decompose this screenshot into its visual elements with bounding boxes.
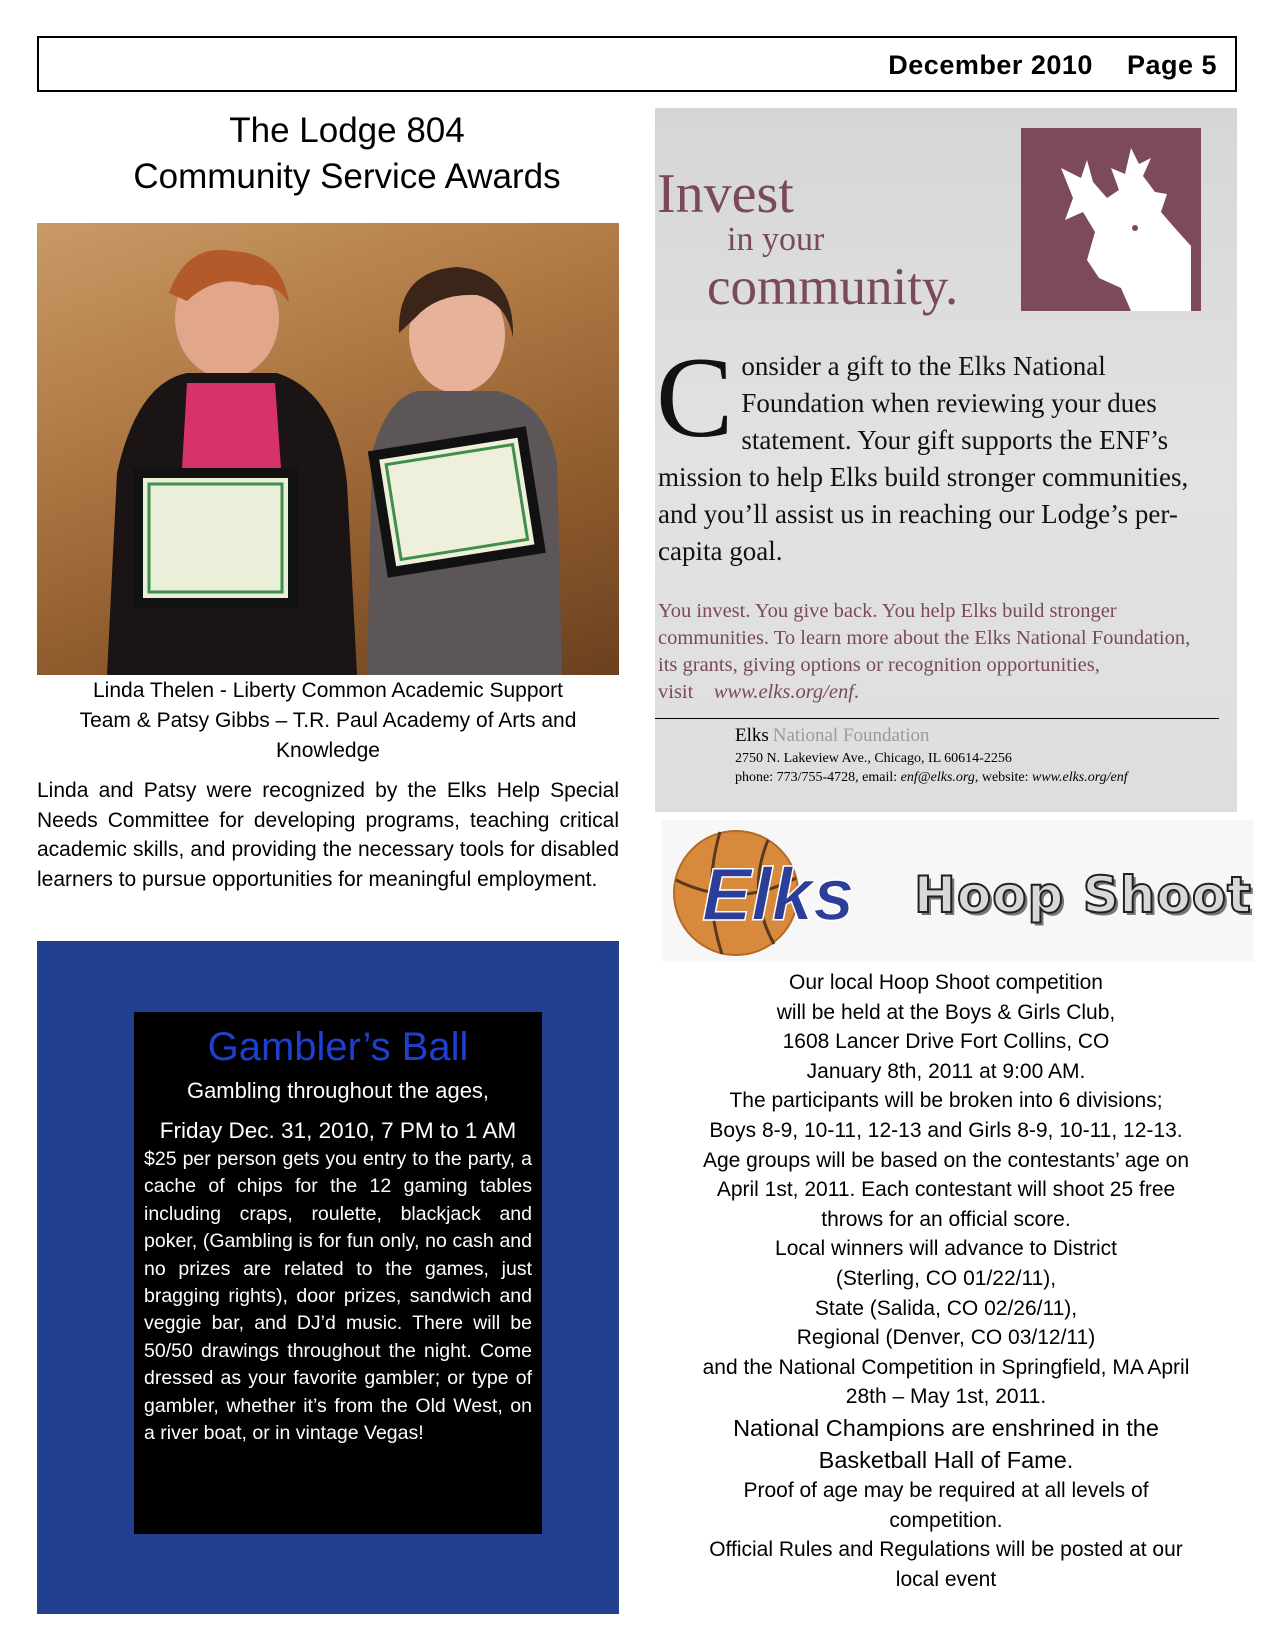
enf-invite-paragraph: You invest. You give back. You help Elks build stronger communities. To learn more about the Elks National Foundation, its grants, giving options or recognition opportunities, visit	[658, 600, 1191, 703]
lodge-title-line1: The Lodge 804	[229, 111, 465, 150]
photo-caption	[37, 676, 619, 766]
gamblers-ball-subtitle: Gambling throughout the ages,	[186, 1078, 490, 1103]
page-number: Page 5	[1126, 50, 1217, 80]
enf-headline-invest: Invest	[657, 163, 794, 225]
enf-footer-name	[735, 724, 930, 748]
hoop-line: Local winners will advance to District	[775, 1237, 1117, 1261]
hoop-line: 1608 Lancer Drive Fort Collins, CO	[782, 1030, 1110, 1054]
enf-footer-name-foundation: National Foundation	[772, 725, 930, 746]
enf-footer-address: 2750 N. Lakeview Ave., Chicago, IL 60614-2256	[735, 751, 1012, 766]
gamblers-ball-title: Gambler’s Ball	[207, 1025, 469, 1069]
hoop-line: April 1st, 2011. Each contestant will shoot 25 free	[716, 1178, 1176, 1202]
enf-invite-text	[658, 598, 1198, 706]
enf-invite-end: .	[853, 681, 860, 703]
gamblers-ball-box	[134, 1012, 542, 1534]
hoop-line: Regional (Denver, CO 03/12/11)	[796, 1326, 1096, 1350]
hoop-shoot-title: Hoop Shoot	[914, 866, 1252, 924]
award-recipients-photo	[37, 223, 619, 675]
enf-advertisement	[655, 108, 1237, 812]
hoop-shoot-banner	[662, 820, 1254, 962]
hoop-line: The participants will be broken into 6 divisions;	[729, 1089, 1163, 1113]
award-article-body: Linda and Patsy were recognized by the Elks Help Special Needs Committee for developing programs, teaching critical academic skills, and providing the necessary tools for disabled learners to pursue opportunities for meaningful employment.	[37, 779, 619, 891]
enf-dropcap: C	[656, 334, 734, 462]
enf-footer-contact	[735, 769, 1128, 787]
proof-of-age-line2: competition.	[889, 1508, 1003, 1532]
enf-website[interactable]: www.elks.org/enf	[1032, 770, 1128, 785]
hoop-line: January 8th, 2011 at 9:00 AM.	[806, 1059, 1086, 1083]
issue-date: December 2010	[888, 50, 1093, 80]
hoop-line: Our local Hoop Shoot competition	[788, 971, 1103, 994]
hall-of-fame-line1: National Champions are enshrined in the	[733, 1414, 1159, 1441]
enf-headline-community: community.	[707, 258, 959, 316]
enf-headline-in-your: in your	[727, 221, 825, 258]
caption-line2: Team & Patsy Gibbs – T.R. Paul Academy of Arts and	[79, 709, 577, 732]
page-header	[37, 36, 1237, 92]
hall-of-fame-line2: Basketball Hall of Fame.	[818, 1446, 1074, 1473]
hoop-line: will be held at the Boys & Girls Club,	[776, 1000, 1116, 1024]
elks-logo-word: Elks	[702, 853, 855, 936]
lodge-title-line2: Community Service Awards	[133, 157, 561, 196]
gamblers-ball-date: Friday Dec. 31, 2010, 7 PM to 1 AM	[159, 1118, 517, 1143]
enf-phone: phone: 773/755-4728, email:	[735, 770, 898, 785]
rules-line1: Official Rules and Regulations will be posted at our	[709, 1538, 1183, 1562]
hoop-line: (Sterling, CO 01/22/11),	[835, 1266, 1057, 1290]
hoop-line: and the National Competition in Springfield, MA April	[702, 1355, 1190, 1379]
enf-email[interactable]: enf@elks.org,	[900, 770, 979, 785]
rules-line2: local event	[895, 1567, 997, 1591]
header-text	[854, 50, 1217, 81]
proof-of-age-line1: Proof of age may be required at all levels of	[743, 1478, 1149, 1502]
gamblers-ball-description: $25 per person gets you entry to the party, a cache of chips for the 12 gaming tables including craps, roulette, blackjack and poker, (Gambling is for fun only, no cash and no prizes are related to the games, just bragging rights), door prizes, sandwich and veggie bar, and DJ’d music. There will be 50/50 drawings throughout the night. Come dressed as your favorite gambler; or type of gambler, whether it’s from the Old West, on a river boat, or in vintage Vegas!	[144, 1148, 532, 1445]
caption-line1: Linda Thelen - Liberty Common Academic Support	[92, 679, 564, 702]
enf-invite-url[interactable]: www.elks.org/enf	[713, 681, 854, 703]
enf-website-label: website:	[981, 770, 1029, 785]
enf-divider	[655, 718, 1219, 719]
elk-head-logo-icon	[1021, 128, 1201, 311]
caption-line3: Knowledge	[276, 739, 380, 762]
hoop-line: throws for an official score.	[821, 1207, 1071, 1231]
enf-main-paragraph: onsider a gift to the Elks National Foundation when reviewing your dues statement. Your gift supports the ENF’s mission to help Elks build stronger communities, and you’ll assist us in reaching our Lodge’s per-capita goal.	[658, 351, 1189, 566]
enf-footer-name-elks: Elks	[735, 725, 769, 746]
lodge-article-title	[37, 108, 657, 200]
enf-main-text	[656, 334, 1198, 570]
hoop-shoot-details	[655, 968, 1237, 1594]
hoop-line: Boys 8-9, 10-11, 12-13 and Girls 8-9, 10-11, 12-13.	[709, 1118, 1183, 1142]
hoop-line: State (Salida, CO 02/26/11),	[814, 1296, 1078, 1320]
hoop-line: Age groups will be based on the contestants’ age on	[702, 1148, 1190, 1172]
hoop-line: 28th – May 1st, 2011.	[845, 1385, 1047, 1409]
